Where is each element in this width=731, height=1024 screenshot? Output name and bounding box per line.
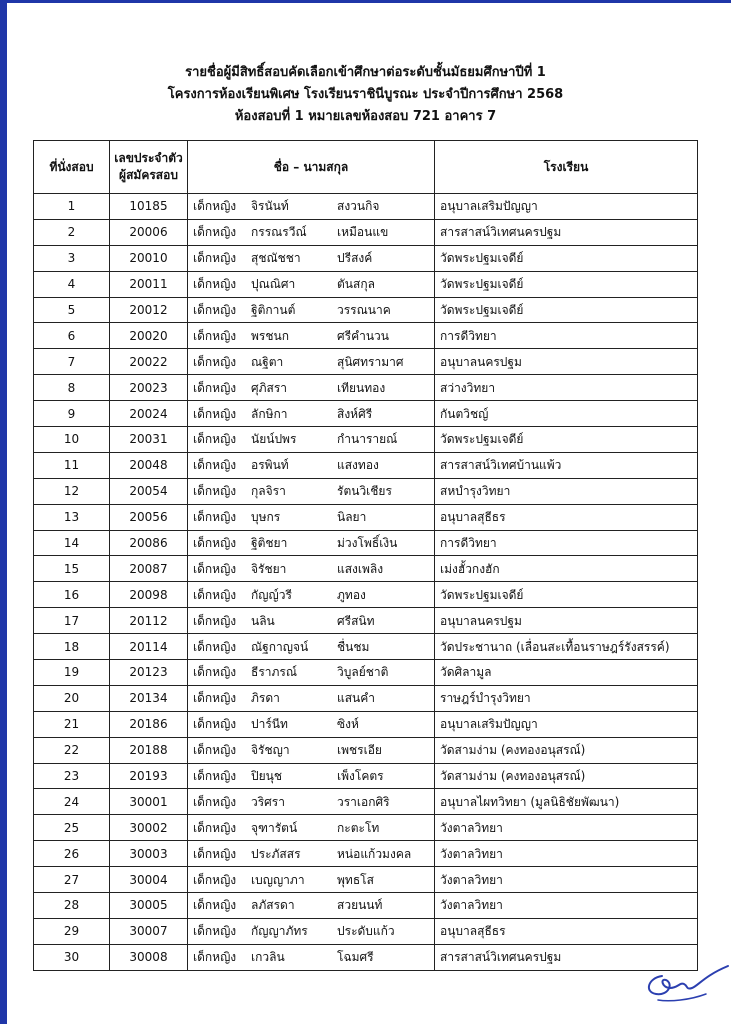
school-name: สหบำรุงวิทยา — [435, 478, 698, 504]
last-name: พุทธโส — [337, 872, 374, 887]
table-row — [34, 375, 698, 401]
school-name: วัดพระปฐมเจดีย์ — [435, 297, 698, 323]
table-row — [34, 194, 698, 220]
seat-number: 17 — [34, 608, 110, 634]
student-name — [188, 504, 435, 530]
table-row — [34, 323, 698, 349]
student-name — [188, 452, 435, 478]
name-prefix: เด็กหญิง — [193, 225, 237, 240]
school-name: วัดพระปฐมเจดีย์ — [435, 245, 698, 271]
seat-number: 29 — [34, 918, 110, 944]
seat-number: 10 — [34, 427, 110, 453]
seat-number: 25 — [34, 815, 110, 841]
first-name: บุษกร — [251, 510, 281, 525]
last-name: หน่อแก้วมงคล — [337, 846, 412, 861]
applicant-id: 30002 — [110, 815, 188, 841]
applicant-id: 30001 — [110, 789, 188, 815]
applicant-id: 20112 — [110, 608, 188, 634]
name-prefix: เด็กหญิง — [193, 354, 237, 369]
student-name — [188, 918, 435, 944]
school-name: วังตาลวิทยา — [435, 867, 698, 893]
name-prefix: เด็กหญิง — [193, 458, 237, 473]
signature-icon — [640, 948, 731, 1008]
first-name: ฐิติชยา — [251, 536, 288, 551]
last-name: เพ็งโคตร — [337, 769, 384, 784]
applicant-id: 20024 — [110, 401, 188, 427]
table-row — [34, 478, 698, 504]
student-name — [188, 944, 435, 970]
student-name — [188, 245, 435, 271]
name-prefix: เด็กหญิง — [193, 639, 237, 654]
school-name: สารสาสน์วิเทศนครปฐม — [435, 944, 698, 970]
student-name — [188, 737, 435, 763]
applicant-id: 20086 — [110, 530, 188, 556]
first-name: เบญญาภา — [251, 872, 305, 887]
school-name: กันตวิชญ์ — [435, 401, 698, 427]
school-name: สว่างวิทยา — [435, 375, 698, 401]
student-name — [188, 789, 435, 815]
first-name: สุชณัชชา — [251, 251, 301, 266]
seat-number: 12 — [34, 478, 110, 504]
last-name: แสนคำ — [337, 691, 376, 706]
table-row — [34, 427, 698, 453]
scan-edge-top — [0, 0, 731, 3]
table-row — [34, 918, 698, 944]
first-name: ประภัสสร — [251, 846, 301, 861]
seat-number: 8 — [34, 375, 110, 401]
last-name: เทียนทอง — [337, 380, 386, 395]
applicant-id: 20012 — [110, 297, 188, 323]
applicant-id: 30008 — [110, 944, 188, 970]
student-name — [188, 375, 435, 401]
name-prefix: เด็กหญิง — [193, 794, 237, 809]
table-row — [34, 608, 698, 634]
applicant-id: 20022 — [110, 349, 188, 375]
last-name: กำนารายณ์ — [337, 432, 398, 447]
name-prefix: เด็กหญิง — [193, 303, 237, 317]
first-name: จิรัชญา — [251, 743, 290, 758]
name-prefix: เด็กหญิง — [193, 769, 237, 784]
first-name: ฐิติกานต์ — [251, 303, 296, 317]
name-prefix: เด็กหญิง — [193, 380, 237, 395]
school-name: อนุบาลนครปฐม — [435, 608, 698, 634]
name-prefix: เด็กหญิง — [193, 510, 237, 525]
school-name: อนุบาลนครปฐม — [435, 349, 698, 375]
first-name: ลักษิกา — [251, 406, 288, 421]
student-name — [188, 685, 435, 711]
name-prefix: เด็กหญิง — [193, 820, 237, 835]
first-name: ลภัสรดา — [251, 898, 295, 913]
applicant-id: 30005 — [110, 893, 188, 919]
header-applicant-id — [110, 141, 188, 194]
applicant-id: 20114 — [110, 634, 188, 660]
school-name: วัดศิลามูล — [435, 660, 698, 686]
applicant-id: 20011 — [110, 271, 188, 297]
last-name: ปรีสงค์ — [337, 251, 373, 266]
title-line-2: โครงการห้องเรียนพิเศษ โรงเรียนราชินีบูรณะ ประจำปีการศึกษา 2568 — [167, 87, 564, 102]
table-row — [34, 219, 698, 245]
header-seat: ที่นั่งสอบ — [34, 141, 110, 194]
table-header-row — [34, 141, 698, 194]
applicant-id: 20010 — [110, 245, 188, 271]
seat-number: 6 — [34, 323, 110, 349]
last-name: วราเอกศิริ — [337, 794, 390, 809]
seat-number: 15 — [34, 556, 110, 582]
last-name: ประดับแก้ว — [337, 924, 395, 939]
applicant-id: 30004 — [110, 867, 188, 893]
name-prefix: เด็กหญิง — [193, 536, 237, 551]
last-name: แสงเพลิง — [337, 561, 384, 576]
first-name: กรรณรวีณ์ — [251, 225, 307, 240]
applicant-id: 20087 — [110, 556, 188, 582]
first-name: กัญญาภัทร — [251, 924, 308, 939]
school-name: สารสาสน์วิเทศนครปฐม — [435, 219, 698, 245]
last-name: ซิงห์ — [337, 717, 359, 732]
seat-number: 9 — [34, 401, 110, 427]
first-name: ศุภิสรา — [251, 380, 288, 395]
first-name: เกวลิน — [251, 950, 285, 965]
last-name: สวยนนท์ — [337, 898, 383, 913]
student-name — [188, 427, 435, 453]
seat-number: 13 — [34, 504, 110, 530]
last-name: ชื่นชม — [337, 639, 370, 654]
student-name — [188, 530, 435, 556]
last-name: เพชรเอีย — [337, 743, 382, 758]
school-name: อนุบาลสุธีธร — [435, 918, 698, 944]
student-name — [188, 401, 435, 427]
applicant-id: 10185 — [110, 194, 188, 220]
first-name: ธีราภรณ์ — [251, 665, 297, 680]
table-row — [34, 763, 698, 789]
first-name: จิรนันท์ — [251, 199, 289, 214]
name-prefix: เด็กหญิง — [193, 199, 237, 214]
school-name: อนุบาลเสริมปัญญา — [435, 194, 698, 220]
applicant-id: 20098 — [110, 582, 188, 608]
seat-number: 19 — [34, 660, 110, 686]
name-prefix: เด็กหญิง — [193, 406, 237, 421]
name-prefix: เด็กหญิง — [193, 898, 237, 913]
table-row — [34, 815, 698, 841]
table-row — [34, 452, 698, 478]
last-name: ม่วงโพธิ์เงิน — [337, 536, 398, 551]
table-row — [34, 349, 698, 375]
seat-number: 27 — [34, 867, 110, 893]
seat-number: 2 — [34, 219, 110, 245]
first-name: วริศรา — [251, 794, 285, 809]
applicant-id: 20134 — [110, 685, 188, 711]
name-prefix: เด็กหญิง — [193, 950, 237, 965]
table-row — [34, 556, 698, 582]
name-prefix: เด็กหญิง — [193, 743, 237, 758]
last-name: ศรีสนิท — [337, 613, 375, 628]
name-prefix: เด็กหญิง — [193, 717, 237, 732]
applicant-id: 20031 — [110, 427, 188, 453]
last-name: กะตะโท — [337, 820, 380, 835]
student-name — [188, 867, 435, 893]
table-row — [34, 634, 698, 660]
name-prefix: เด็กหญิง — [193, 328, 237, 343]
last-name: สงวนกิจ — [337, 199, 380, 214]
first-name: ณัฐกาญจน์ — [251, 639, 309, 654]
student-name — [188, 194, 435, 220]
seat-number: 16 — [34, 582, 110, 608]
first-name: ปาร์นีท — [251, 717, 288, 732]
seat-number: 1 — [34, 194, 110, 220]
name-prefix: เด็กหญิง — [193, 924, 237, 939]
school-name: วังตาลวิทยา — [435, 893, 698, 919]
table-row — [34, 401, 698, 427]
seat-number: 5 — [34, 297, 110, 323]
table-row — [34, 297, 698, 323]
table-row — [34, 867, 698, 893]
seat-number: 11 — [34, 452, 110, 478]
first-name: นัยน์ปพร — [251, 432, 297, 447]
name-prefix: เด็กหญิง — [193, 432, 237, 447]
name-prefix: เด็กหญิง — [193, 484, 237, 499]
seat-number: 4 — [34, 271, 110, 297]
student-name — [188, 608, 435, 634]
last-name: นิลยา — [337, 510, 367, 525]
last-name: แสงทอง — [337, 458, 379, 473]
school-name: วัดพระปฐมเจดีย์ — [435, 271, 698, 297]
title-line-3: ห้องสอบที่ 1 หมายเลขห้องสอบ 721 อาคาร 7 — [234, 109, 497, 124]
applicant-id: 30007 — [110, 918, 188, 944]
table-row — [34, 737, 698, 763]
header-name: ชื่อ – นามสกุล — [188, 141, 435, 194]
first-name: ปุณณิศา — [251, 277, 296, 292]
last-name: โฉมศรี — [337, 950, 374, 965]
last-name: วิบูลย์ชาติ — [337, 665, 389, 680]
table-row — [34, 271, 698, 297]
student-name — [188, 763, 435, 789]
school-name: สารสาสน์วิเทศบ้านแพ้ว — [435, 452, 698, 478]
seat-number: 26 — [34, 841, 110, 867]
school-name: วัดสามง่าม (คงทองอนุสรณ์) — [435, 737, 698, 763]
seat-number: 22 — [34, 737, 110, 763]
last-name: สิงห์ศิรี — [337, 406, 373, 421]
seat-number: 14 — [34, 530, 110, 556]
school-name: อนุบาลเสริมปัญญา — [435, 711, 698, 737]
school-name: วัดพระปฐมเจดีย์ — [435, 427, 698, 453]
school-name: อนุบาลไผทวิทยา (มูลนิธิชัยพัฒนา) — [435, 789, 698, 815]
student-name — [188, 323, 435, 349]
name-prefix: เด็กหญิง — [193, 587, 237, 602]
student-name — [188, 711, 435, 737]
last-name: วรรณนาค — [337, 303, 391, 317]
school-name: การดีวิทยา — [435, 323, 698, 349]
title-line-1: รายชื่อผู้มีสิทธิ์สอบคัดเลือกเข้าศึกษาต่อระดับชั้นมัธยมศึกษาปีที่ 1 — [185, 65, 546, 80]
student-name — [188, 582, 435, 608]
applicant-id: 20188 — [110, 737, 188, 763]
seat-number: 7 — [34, 349, 110, 375]
first-name: อรพินท์ — [251, 458, 289, 473]
table-row — [34, 685, 698, 711]
table-row — [34, 582, 698, 608]
table-row — [34, 893, 698, 919]
school-name: ราษฎร์บำรุงวิทยา — [435, 685, 698, 711]
applicant-id: 20020 — [110, 323, 188, 349]
student-name — [188, 634, 435, 660]
student-name — [188, 841, 435, 867]
table-row — [34, 944, 698, 970]
last-name: เหมือนแข — [337, 225, 389, 240]
table-row — [34, 660, 698, 686]
school-name: วังตาลวิทยา — [435, 815, 698, 841]
name-prefix: เด็กหญิง — [193, 872, 237, 887]
last-name: ตันสกุล — [337, 277, 375, 292]
first-name: ณฐิตา — [251, 354, 284, 369]
name-prefix: เด็กหญิง — [193, 691, 237, 706]
seat-number: 23 — [34, 763, 110, 789]
name-prefix: เด็กหญิง — [193, 613, 237, 628]
seat-number: 3 — [34, 245, 110, 271]
table-row — [34, 530, 698, 556]
scan-edge-left — [0, 0, 7, 1024]
last-name: ภูทอง — [337, 587, 366, 602]
last-name: สุนิศทรามาศ — [337, 354, 404, 369]
school-name: วัดสามง่าม (คงทองอนุสรณ์) — [435, 763, 698, 789]
school-name: วังตาลวิทยา — [435, 841, 698, 867]
first-name: จุฑารัตน์ — [251, 820, 298, 835]
first-name: ปิยนุช — [251, 769, 282, 784]
first-name: พรชนก — [251, 328, 289, 343]
name-prefix: เด็กหญิง — [193, 665, 237, 680]
applicant-id: 20048 — [110, 452, 188, 478]
table-row — [34, 789, 698, 815]
first-name: กุลจิรา — [251, 484, 286, 499]
first-name: จิรัชยา — [251, 561, 287, 576]
document-header — [0, 62, 731, 128]
first-name: กัญญ์วรี — [251, 587, 292, 602]
name-prefix: เด็กหญิง — [193, 846, 237, 861]
student-name — [188, 815, 435, 841]
last-name: ศรีคำนวน — [337, 328, 389, 343]
table-row — [34, 245, 698, 271]
header-applicant-id-line-2: ผู้สมัครสอบ — [119, 168, 178, 182]
name-prefix: เด็กหญิง — [193, 251, 237, 266]
seat-number: 30 — [34, 944, 110, 970]
table-row — [34, 504, 698, 530]
first-name: ภิรดา — [251, 691, 280, 706]
seat-number: 20 — [34, 685, 110, 711]
applicant-id: 30003 — [110, 841, 188, 867]
applicant-id: 20054 — [110, 478, 188, 504]
name-prefix: เด็กหญิง — [193, 277, 237, 292]
school-name: อนุบาลสุธีธร — [435, 504, 698, 530]
school-name: เม่งฮั้วกงฮัก — [435, 556, 698, 582]
student-name — [188, 271, 435, 297]
seat-number: 21 — [34, 711, 110, 737]
seat-number: 28 — [34, 893, 110, 919]
seat-number: 18 — [34, 634, 110, 660]
student-name — [188, 556, 435, 582]
applicant-id: 20056 — [110, 504, 188, 530]
student-name — [188, 349, 435, 375]
header-school: โรงเรียน — [435, 141, 698, 194]
student-name — [188, 478, 435, 504]
table-row — [34, 711, 698, 737]
header-applicant-id-line-1: เลขประจำตัว — [114, 151, 183, 165]
name-prefix: เด็กหญิง — [193, 561, 237, 576]
first-name: นลิน — [251, 613, 275, 628]
applicant-id: 20006 — [110, 219, 188, 245]
applicant-id: 20193 — [110, 763, 188, 789]
applicant-id: 20023 — [110, 375, 188, 401]
student-name — [188, 660, 435, 686]
applicant-id: 20186 — [110, 711, 188, 737]
table-row — [34, 841, 698, 867]
candidate-table — [33, 140, 698, 971]
applicant-id: 20123 — [110, 660, 188, 686]
last-name: รัตนวิเชียร — [337, 484, 392, 499]
student-name — [188, 219, 435, 245]
school-name: วัดพระปฐมเจดีย์ — [435, 582, 698, 608]
student-name — [188, 297, 435, 323]
student-name — [188, 893, 435, 919]
school-name: การดีวิทยา — [435, 530, 698, 556]
school-name: วัดประชานาถ (เลื่อนสะเทื้อนราษฎร์รังสรรค์) — [435, 634, 698, 660]
seat-number: 24 — [34, 789, 110, 815]
